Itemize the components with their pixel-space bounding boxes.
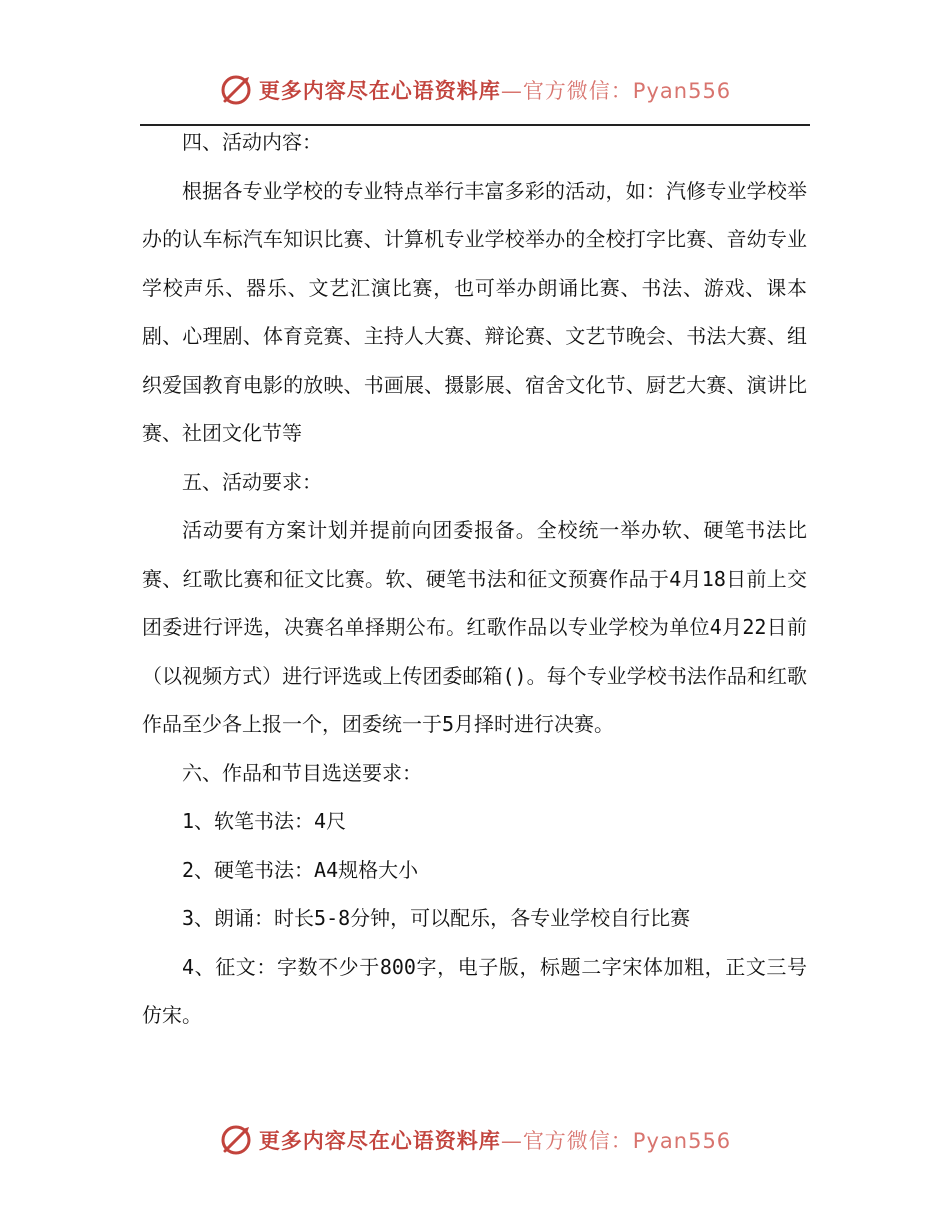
list-item-2: 2、硬笔书法：A4规格大小 <box>182 857 419 882</box>
section-5-title: 五、活动要求： <box>182 469 322 494</box>
brush-logo-icon <box>219 73 253 107</box>
section-4-title: 四、活动内容： <box>182 130 322 154</box>
section-6-title: 六、作品和节目选送要求： <box>182 760 422 785</box>
list-item-1: 1、软笔书法：4尺 <box>182 809 347 833</box>
brush-logo-icon <box>219 1123 253 1157</box>
header-banner-text: 更多内容尽在心语资料库—官方微信：Pyan556 <box>258 78 732 103</box>
document-body <box>142 118 807 1040</box>
list-item-4: 4、征文：字数不少于800字，电子版，标题二字宋体加粗，正文三号仿宋。 <box>142 954 807 1027</box>
footer-banner <box>0 1120 950 1160</box>
section-4-text: 根据各专业学校的专业特点举行丰富多彩的活动，如：汽修专业学校举办的认车标汽车知识比赛、计算机专业学校举办的全校打字比赛、音幼专业学校声乐、器乐、文艺汇演比赛，也可举办朗诵比赛、书法、游戏、课本剧、心理剧、体育竞赛、主持人大赛、辩论赛、文艺节晚会、书法大赛、组织爱国教育电影的放映、书画展、摄影展、宿舍文化节、厨艺大赛、演讲比赛、社团文化节等 <box>142 178 807 445</box>
section-5-text: 活动要有方案计划并提前向团委报备。全校统一举办软、硬笔书法比赛、红歌比赛和征文比赛。软、硬笔书法和征文预赛作品于4月18日前上交团委进行评选，决赛名单择期公布。红歌作品以专业学校为单位4月22日前（以视频方式）进行评选或上传团委邮箱()。每个专业学校书法作品和红歌作品至少各上报一个，团委统一于5月择时进行决赛。 <box>142 518 807 736</box>
footer-banner-text: 更多内容尽在心语资料库—官方微信：Pyan556 <box>258 1128 732 1153</box>
header-banner <box>0 70 950 110</box>
list-item-3: 3、朗诵：时长5-8分钟，可以配乐，各专业学校自行比赛 <box>182 906 691 930</box>
